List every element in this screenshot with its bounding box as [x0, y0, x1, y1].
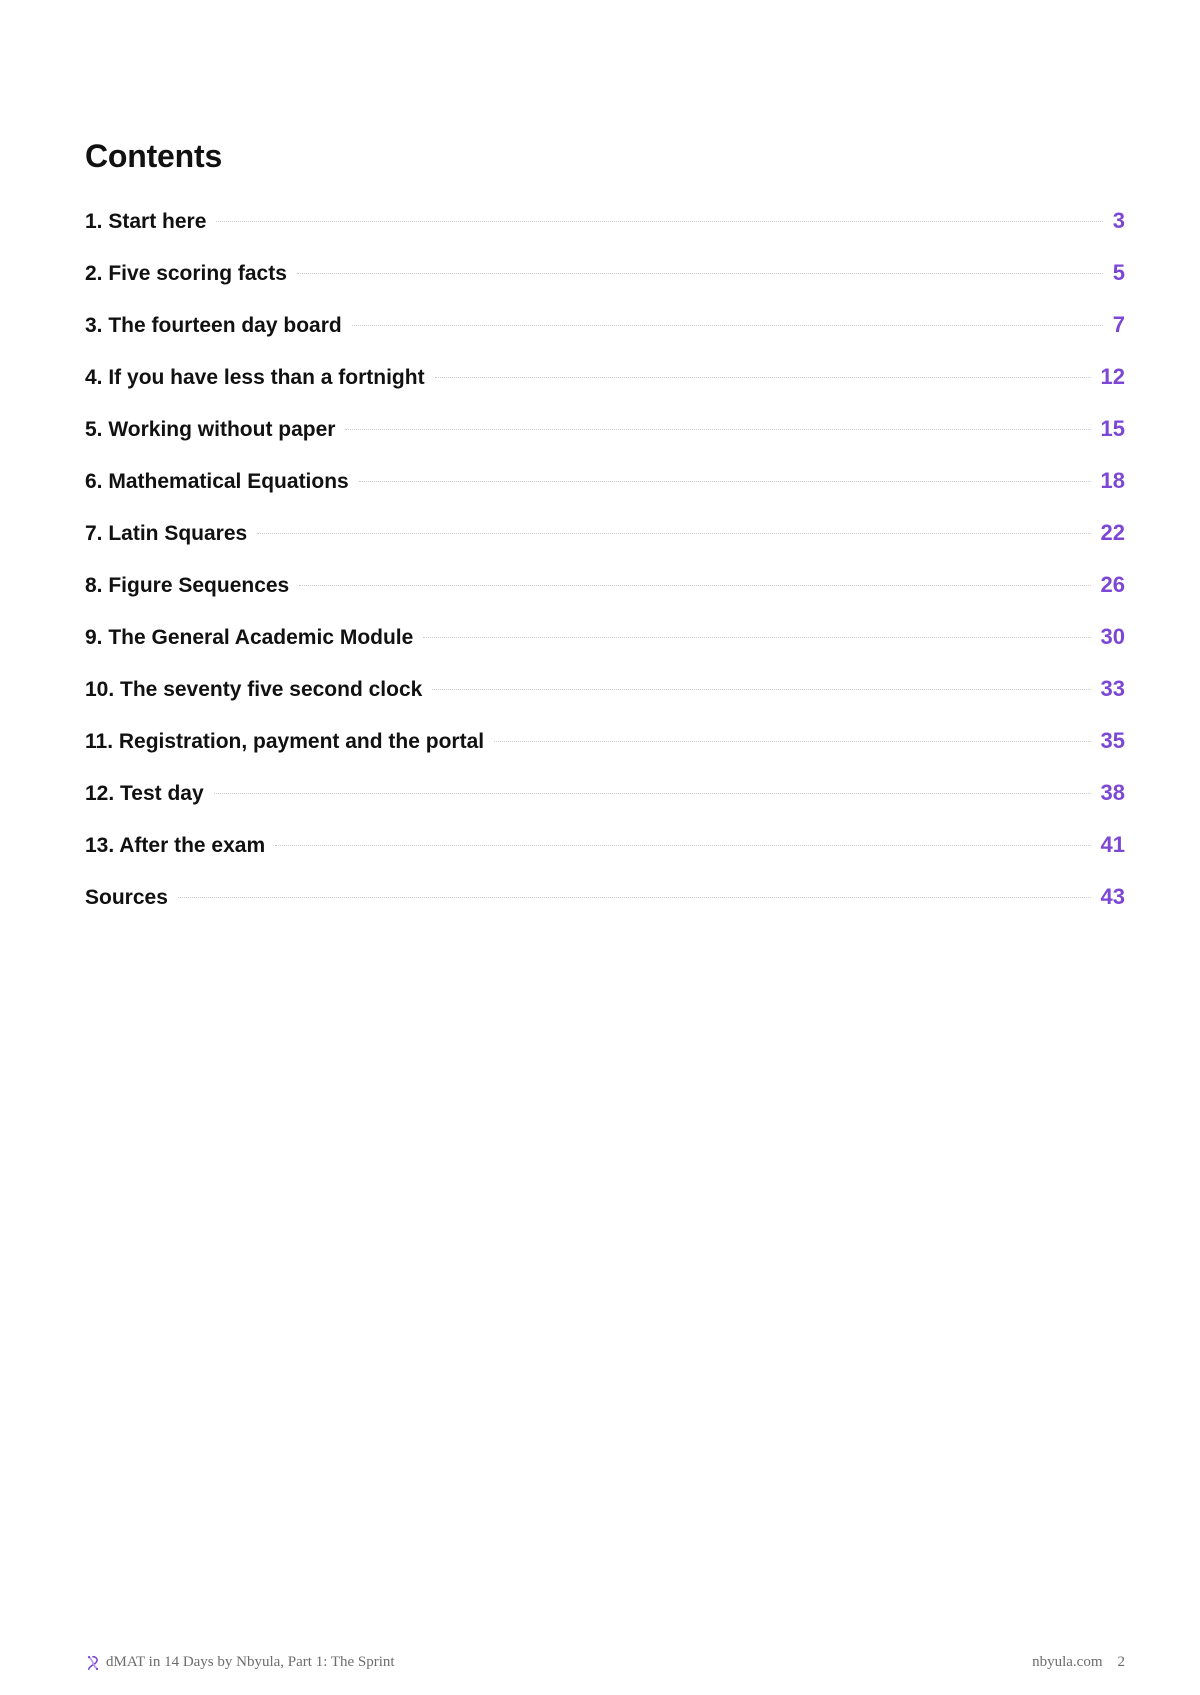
toc-page-number: 33 — [1100, 676, 1125, 701]
toc-page-number: 7 — [1112, 312, 1125, 337]
dotted-leader — [432, 689, 1090, 690]
toc-page-number: 18 — [1100, 468, 1125, 493]
dotted-leader — [435, 377, 1091, 378]
footer-title-group — [85, 1654, 395, 1671]
toc-entry-title: 13. After the exam — [85, 834, 266, 857]
toc-entry-title: 1. Start here — [85, 210, 207, 233]
toc-entry-title: 11. Registration, payment and the portal — [85, 730, 485, 753]
toc-page-number: 30 — [1100, 624, 1125, 649]
dotted-leader — [494, 741, 1090, 742]
toc-entry-3[interactable] — [85, 312, 1125, 364]
toc-entry-title: 2. Five scoring facts — [85, 262, 287, 285]
dotted-leader — [275, 845, 1090, 846]
toc-page-number: 5 — [1112, 260, 1125, 285]
toc-entry-4[interactable] — [85, 364, 1125, 416]
toc-entry-6[interactable] — [85, 468, 1125, 520]
toc-entry-sources[interactable] — [85, 884, 1125, 936]
toc-page-number: 15 — [1100, 416, 1125, 441]
footer-page-number: 2 — [1117, 1654, 1125, 1670]
dotted-leader — [178, 897, 1091, 898]
toc-page-number: 12 — [1100, 364, 1125, 389]
toc-entry-title: 5. Working without paper — [85, 418, 336, 441]
toc-entry-title: 9. The General Academic Module — [85, 626, 414, 649]
toc-page-number: 3 — [1112, 208, 1125, 233]
dotted-leader — [359, 481, 1091, 482]
toc-entry-title: Sources — [85, 886, 168, 909]
footer-document-title: dMAT in 14 Days by Nbyula, Part 1: The Sprint — [106, 1654, 395, 1670]
toc-entry-title: 3. The fourteen day board — [85, 314, 342, 337]
page-footer — [85, 1654, 1125, 1671]
toc-entry-title: 7. Latin Squares — [85, 522, 248, 545]
toc-entry-title: 12. Test day — [85, 782, 204, 805]
toc-page-number: 38 — [1100, 780, 1125, 805]
toc-entry-13[interactable] — [85, 832, 1125, 884]
toc-page-number: 26 — [1100, 572, 1125, 597]
toc-entry-title: 8. Figure Sequences — [85, 574, 290, 597]
toc-entry-title: 6. Mathematical Equations — [85, 470, 349, 493]
toc-entry-9[interactable] — [85, 624, 1125, 676]
toc-entry-8[interactable] — [85, 572, 1125, 624]
nbyula-logo-icon — [85, 1655, 101, 1671]
toc-entry-11[interactable] — [85, 728, 1125, 780]
dotted-leader — [257, 533, 1090, 534]
table-of-contents — [85, 208, 1125, 936]
toc-page-number: 41 — [1100, 832, 1125, 857]
toc-page-number: 22 — [1100, 520, 1125, 545]
contents-heading: Contents — [85, 138, 223, 174]
dotted-leader — [214, 793, 1091, 794]
toc-entry-10[interactable] — [85, 676, 1125, 728]
dotted-leader — [216, 221, 1102, 222]
footer-site-link[interactable]: nbyula.com — [1032, 1654, 1103, 1670]
dotted-leader — [345, 429, 1090, 430]
toc-page-number: 35 — [1100, 728, 1125, 753]
toc-entry-title: 4. If you have less than a fortnight — [85, 366, 425, 389]
dotted-leader — [299, 585, 1090, 586]
toc-page-number: 43 — [1100, 884, 1125, 909]
toc-entry-title: 10. The seventy five second clock — [85, 678, 423, 701]
dotted-leader — [352, 325, 1103, 326]
footer-meta — [1032, 1654, 1125, 1671]
toc-entry-5[interactable] — [85, 416, 1125, 468]
toc-entry-12[interactable] — [85, 780, 1125, 832]
toc-entry-1[interactable] — [85, 208, 1125, 260]
toc-entry-7[interactable] — [85, 520, 1125, 572]
dotted-leader — [297, 273, 1103, 274]
dotted-leader — [423, 637, 1090, 638]
toc-entry-2[interactable] — [85, 260, 1125, 312]
